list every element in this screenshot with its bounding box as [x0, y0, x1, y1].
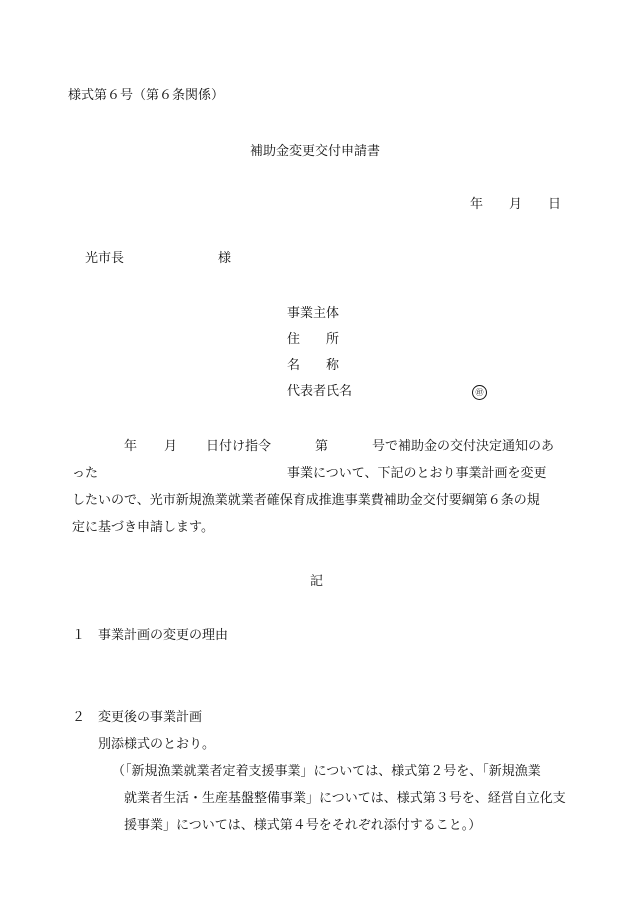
item-1-label: 事業計画の変更の理由	[98, 628, 229, 643]
item-2-label: 変更後の事業計画	[98, 710, 203, 725]
body-line4: 定に基づき申請します。	[72, 520, 214, 535]
item-2-detail: 別添様式のとおり。	[98, 737, 216, 752]
date-year: 年	[470, 197, 484, 212]
applicant-entity-label: 事業主体	[287, 306, 340, 321]
body-line3: したいので、光市新規漁業就業者確保育成推進事業費補助金交付要綱第６条の規	[72, 493, 540, 508]
seal-mark: ㊞	[472, 385, 487, 400]
body-date-directive: 日付け指令	[206, 439, 272, 454]
date-month: 月	[509, 197, 523, 212]
note-line-3: 援事業」については、様式第４号をそれぞれ添付すること。）	[124, 818, 482, 833]
applicant-address-label: 住 所	[287, 332, 340, 347]
note-line-1: （「新規漁業就業者定着支援事業」については、様式第２号を、「新規漁業	[112, 764, 541, 779]
body-year: 年	[124, 439, 138, 454]
item-1-number: １	[72, 628, 86, 643]
body-month: 月	[164, 439, 178, 454]
addressee-name: 光市長	[85, 251, 125, 266]
applicant-representative-label: 代表者氏名	[287, 384, 353, 399]
form-number: 様式第６号（第６条関係）	[68, 88, 225, 103]
document-title: 補助金変更交付申請書	[250, 144, 381, 159]
body-line1-rest: 号で補助金の交付決定通知のあ	[372, 439, 555, 454]
body-line2-rest: 事業について、下記のとおり事業計画を変更	[287, 466, 547, 481]
note-line-2: 就業者生活・生産基盤整備事業」については、様式第３号を、経営自立化支	[124, 791, 566, 806]
addressee-honorific: 様	[218, 251, 232, 266]
body-directive-no: 第	[315, 439, 329, 454]
body-line2-start: った	[72, 466, 99, 481]
ki-heading: 記	[310, 574, 324, 589]
applicant-name-label: 名 称	[287, 358, 340, 373]
item-2-number: ２	[72, 710, 86, 725]
date-day: 日	[548, 197, 562, 212]
